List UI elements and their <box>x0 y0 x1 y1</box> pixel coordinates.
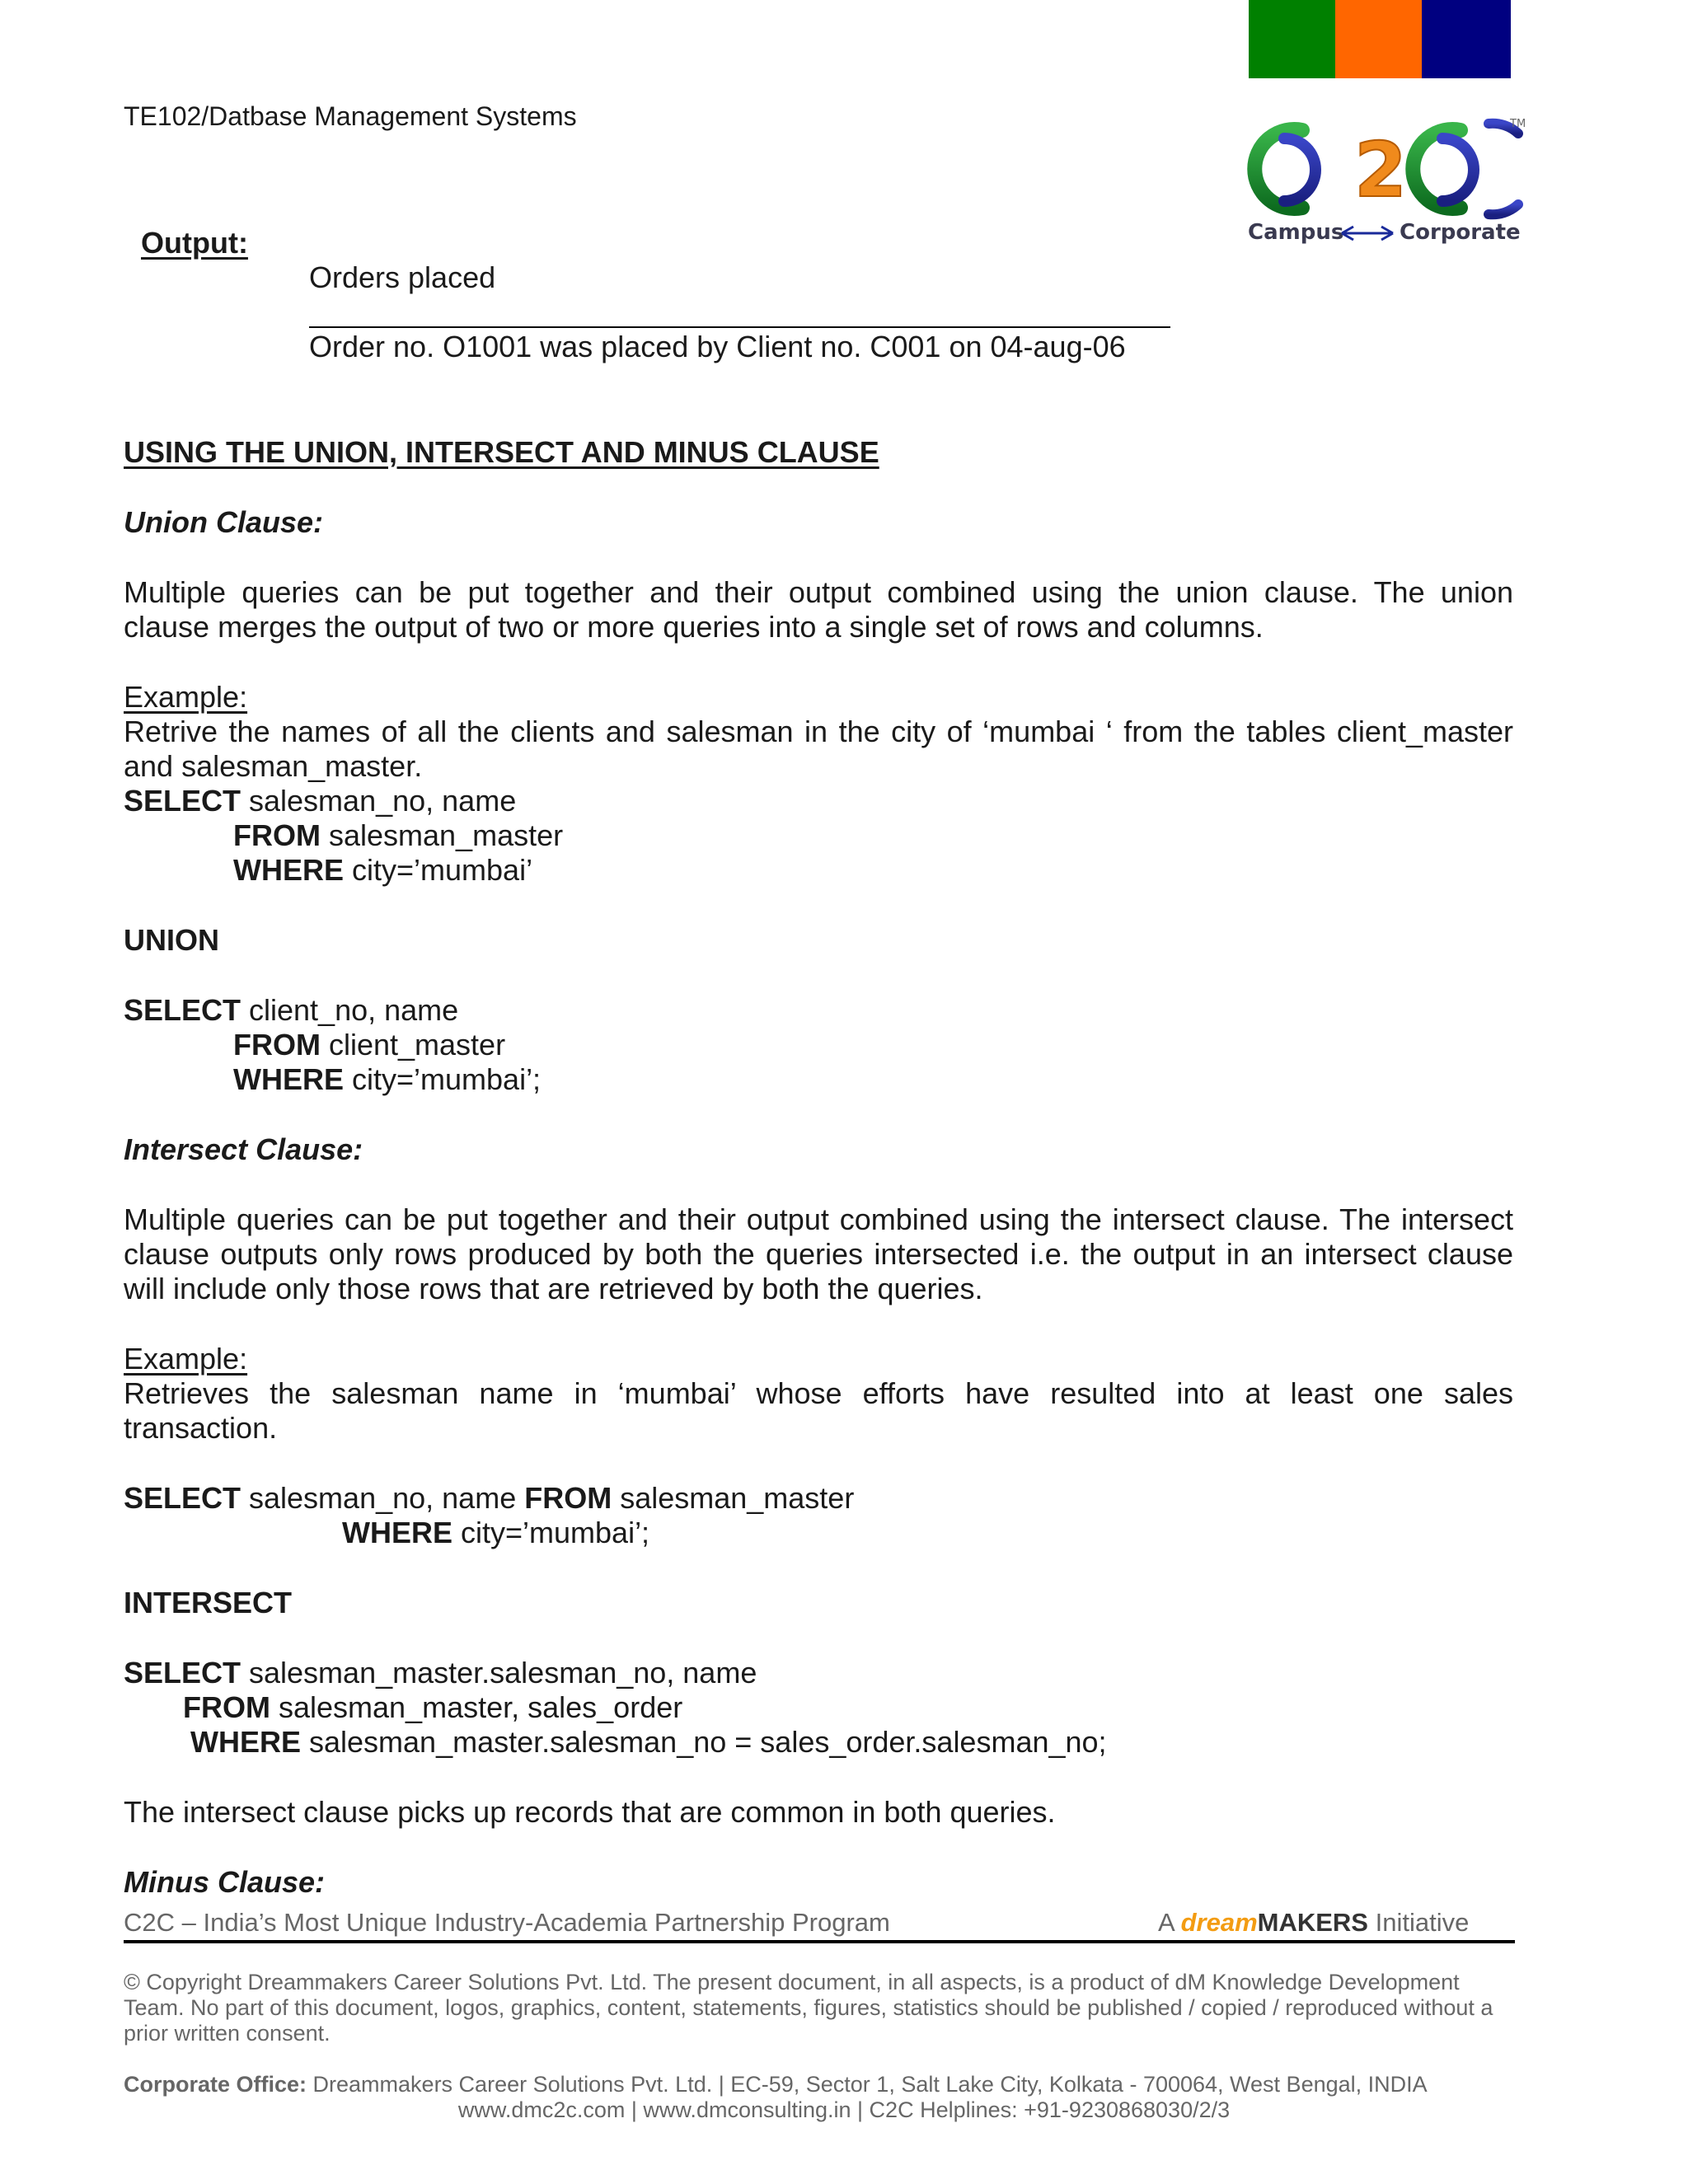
footer-initiative: A dreamMAKERS Initiative <box>1158 1908 1470 1937</box>
union-q2-from: FROM client_master <box>233 1028 506 1062</box>
svg-text:TM: TM <box>1510 118 1526 130</box>
intersect-example-label: Example: <box>124 1342 248 1376</box>
intersect-q2-select: SELECT salesman_master.salesman_no, name <box>124 1656 757 1690</box>
union-operator: UNION <box>124 923 219 957</box>
course-title: TE102/Datbase Management Systems <box>124 101 577 131</box>
blue-square <box>1422 0 1511 78</box>
copyright-line2: Team. No part of this document, logos, graphics, content, statements, figures, statistics should be published / copied / reproduced without a <box>124 1995 1493 2020</box>
copyright-line3: prior written consent. <box>124 2021 331 2046</box>
intersect-operator: INTERSECT <box>124 1586 293 1619</box>
union-example-line2: and salesman_master. <box>124 749 423 783</box>
union-q2-where: WHERE city=’mumbai’; <box>233 1062 542 1096</box>
intersect-example-line2: transaction. <box>124 1411 278 1445</box>
union-heading: Union Clause: <box>124 505 324 539</box>
intersect-q2-where: WHERE salesman_master.salesman_no = sales_order.salesman_no; <box>190 1725 1107 1759</box>
corporate-office: Corporate Office: Dreammakers Career Solutions Pvt. Ltd. | EC-59, Sector 1, Salt Lake City, Kolkata - 700064, West Bengal, INDIA <box>124 2072 1428 2097</box>
intersect-q1-where: WHERE city=’mumbai’; <box>342 1516 650 1549</box>
green-square <box>1249 0 1338 78</box>
c2c-logo <box>1245 115 1533 251</box>
footer-web-line: www.dmc2c.com | www.dmconsulting.in | C2C Helplines: +91-9230868030/2/3 <box>457 2097 1231 2122</box>
union-q1-from: FROM salesman_master <box>233 818 564 852</box>
intersect-para-line3: will include only those rows that are retrieved by both the queries. <box>124 1272 983 1305</box>
intersect-example-line1: Retrieves the salesman name in ‘mumbai’ whose efforts have resulted into at least one sales <box>124 1376 1513 1410</box>
copyright-line1: © Copyright Dreammakers Career Solutions Pvt. Ltd. The present document, in all aspects, is a product of dM Knowledge Development <box>124 1970 1460 1994</box>
union-para-line2: clause merges the output of two or more queries into a single set of rows and columns. <box>124 610 1264 644</box>
footer-tagline: C2C – India’s Most Unique Industry-Academia Partnership Program <box>124 1908 890 1937</box>
makers-wordmark: MAKERS <box>1257 1908 1368 1937</box>
intersect-para-line2: clause outputs only rows produced by both the queries intersected i.e. the output in an intersect clause <box>124 1237 1513 1271</box>
svg-text:Corporate: Corporate <box>1400 220 1521 245</box>
intersect-heading: Intersect Clause: <box>124 1132 363 1166</box>
output-divider <box>309 326 1170 328</box>
orders-placed-heading: Orders placed <box>309 260 496 294</box>
intersect-q2-from: FROM salesman_master, sales_order <box>183 1690 683 1724</box>
intersect-note: The intersect clause picks up records that are common in both queries. <box>124 1795 1056 1829</box>
union-example-label: Example: <box>124 680 248 714</box>
c2c-logo-graphic <box>1245 115 1533 251</box>
section-heading: USING THE UNION, INTERSECT AND MINUS CLAUSE <box>124 435 879 469</box>
union-q2-select: SELECT client_no, name <box>124 993 459 1027</box>
dream-wordmark: dream <box>1180 1908 1258 1937</box>
output-label: Output: <box>141 226 248 260</box>
union-q1-where: WHERE city=’mumbai’ <box>233 853 533 887</box>
footer-rule <box>124 1940 1515 1943</box>
svg-text:Campus: Campus <box>1248 220 1344 245</box>
union-q1-select: SELECT salesman_no, name <box>124 784 517 818</box>
output-row: Order no. O1001 was placed by Client no. C001 on 04-aug-06 <box>309 330 1126 363</box>
intersect-q1-select: SELECT salesman_no, name FROM salesman_master <box>124 1481 855 1515</box>
svg-text:2: 2 <box>1353 126 1408 214</box>
orange-square <box>1335 0 1424 78</box>
union-example-line1: Retrive the names of all the clients and salesman in the city of ‘mumbai ‘ from the tables client_master <box>124 715 1513 748</box>
minus-heading: Minus Clause: <box>124 1865 326 1899</box>
union-para-line1: Multiple queries can be put together and their output combined using the union clause. The union <box>124 575 1513 609</box>
intersect-para-line1: Multiple queries can be put together and their output combined using the intersect clause. The intersect <box>124 1202 1513 1236</box>
